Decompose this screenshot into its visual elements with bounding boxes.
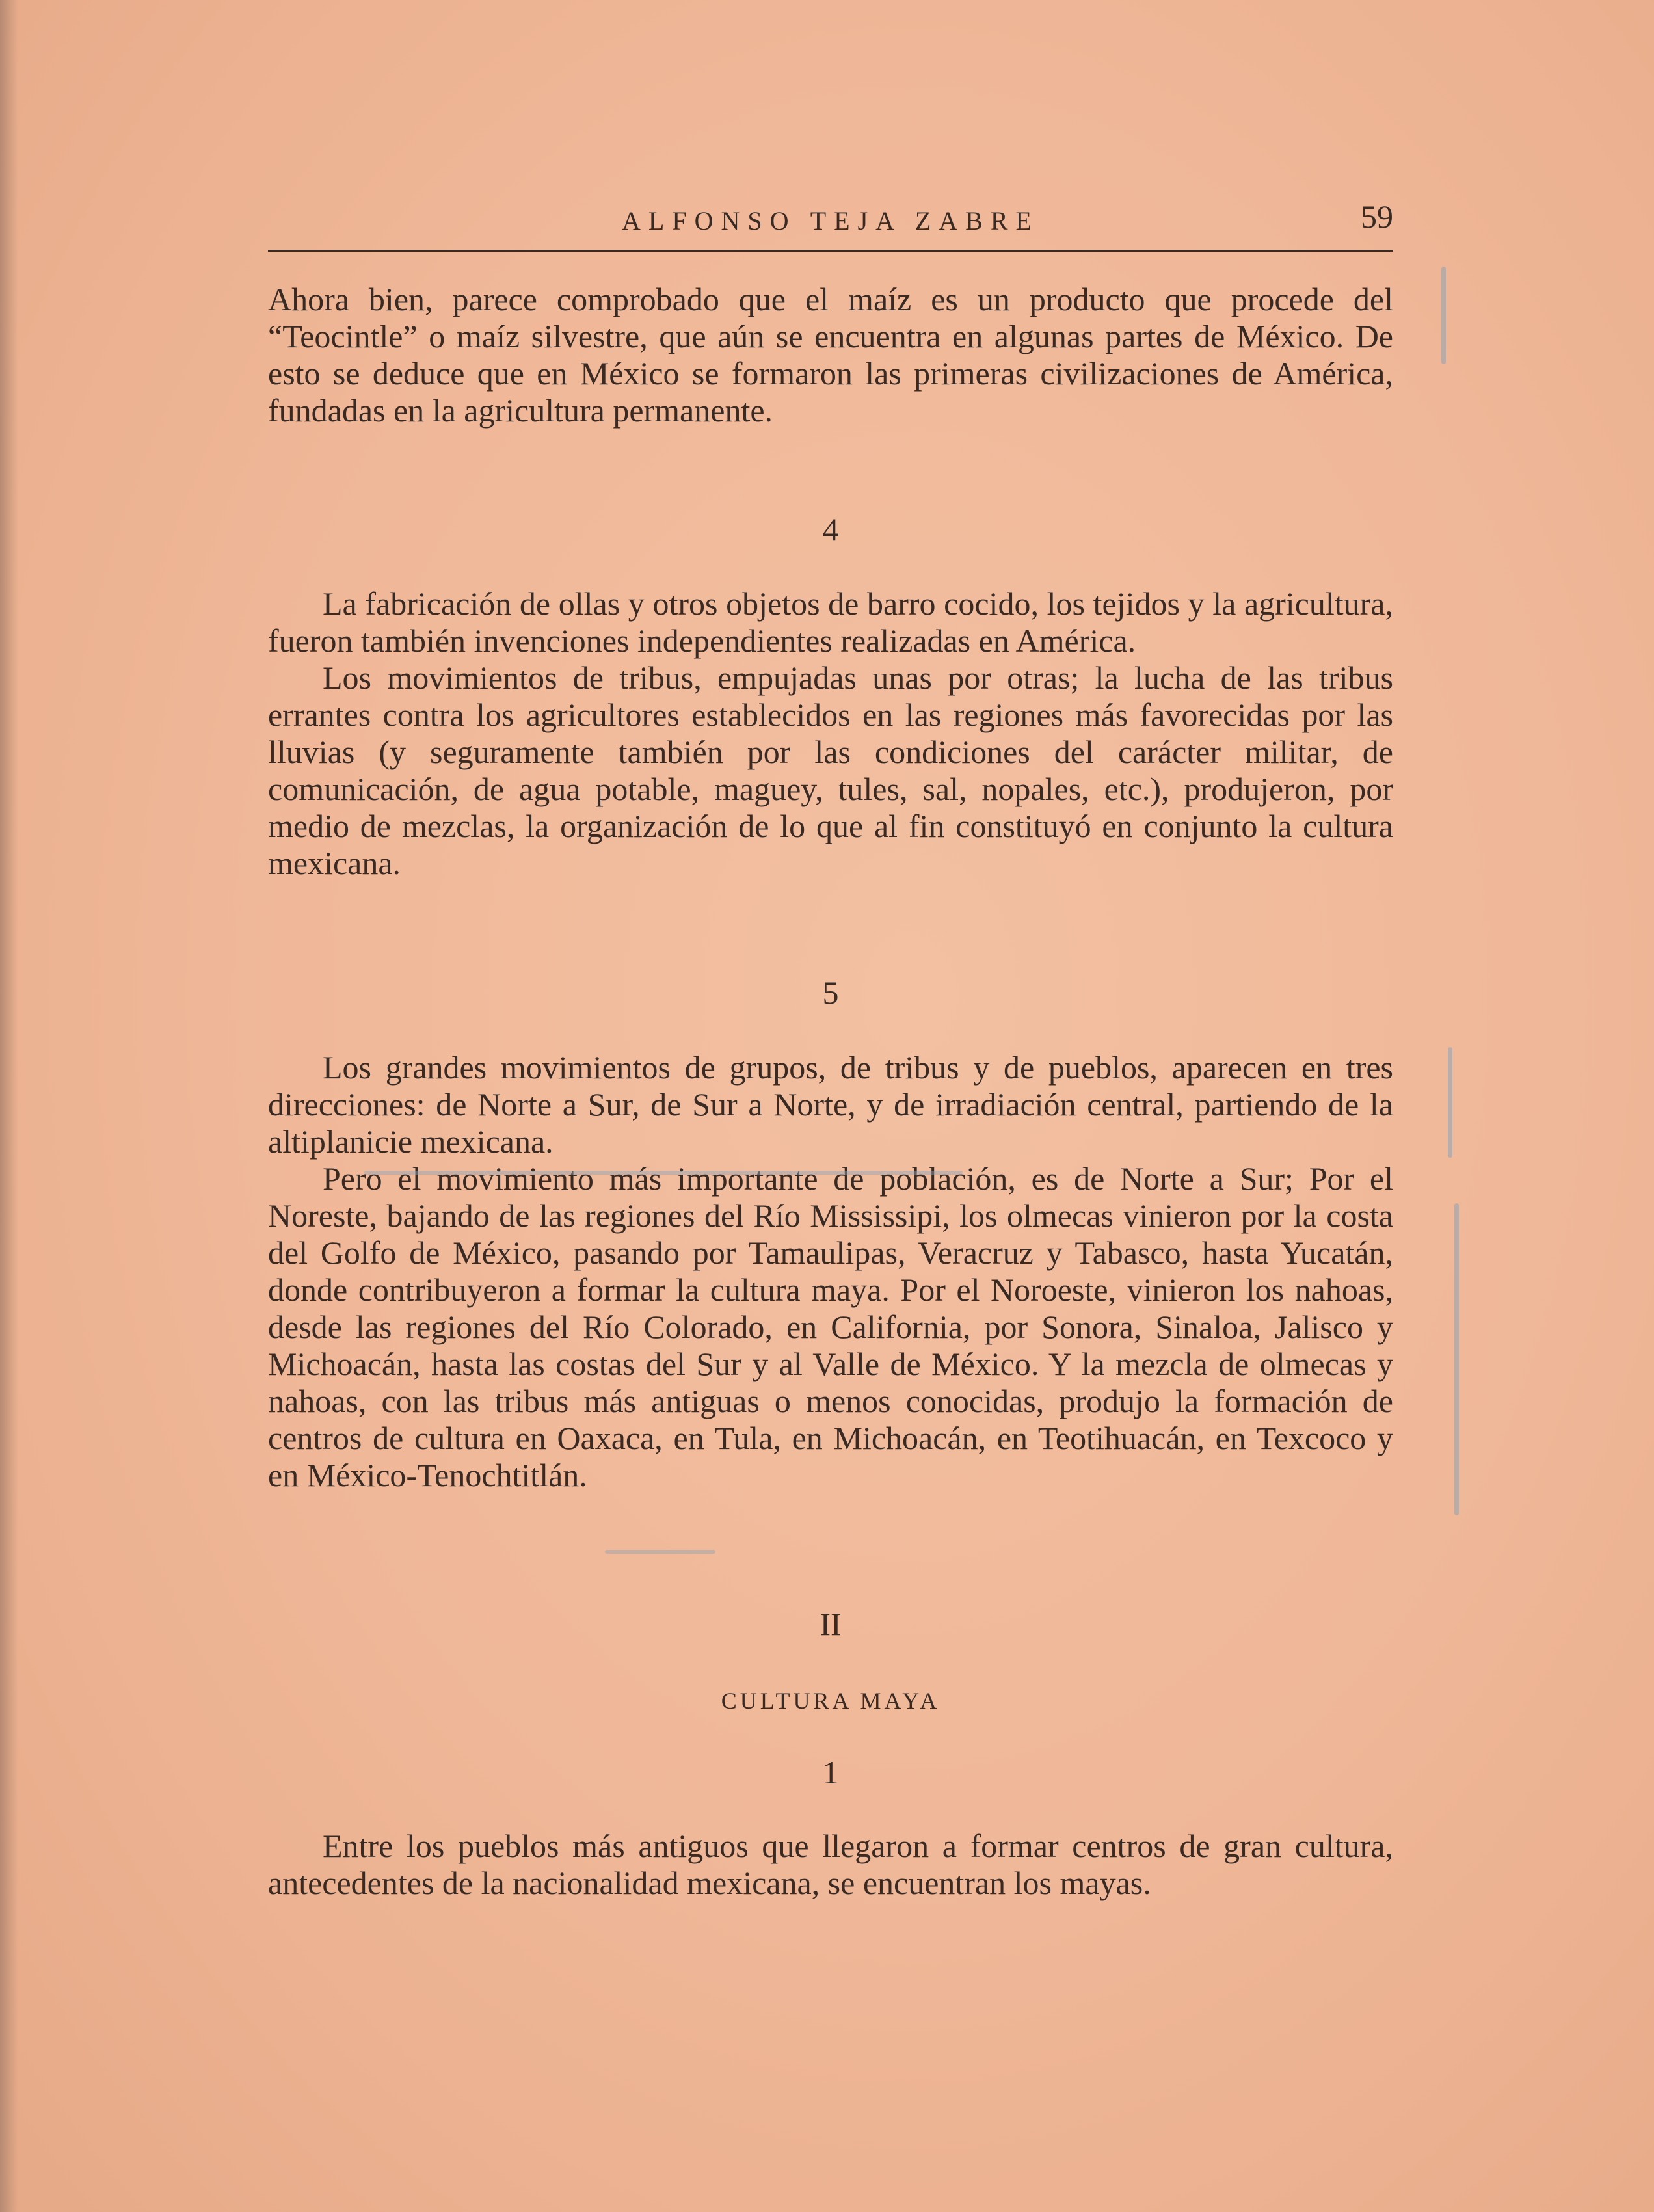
page-edge-shadow: [0, 0, 18, 2212]
pencil-margin-mark: [1448, 1047, 1452, 1158]
page-number: 59: [1361, 198, 1393, 235]
pencil-margin-mark: [1454, 1203, 1459, 1515]
intro-paragraph-block: [268, 281, 1393, 429]
section-4-paragraph-1: La fabricación de ollas y otros objetos de barro cocido, los tejidos y la agricultura, fueron también invenciones independientes realizadas en América.: [268, 585, 1393, 659]
section-4-paragraph-2: Los movimientos de tribus, empujadas unas por otras; la lucha de las tribus errantes contra los agricultores establecidos en las regiones más favorecidas por las lluvias (y seguramente también por las condiciones del carácter militar, de comunicación, de agua potable, maguey, tules, sal, nopales, etc.), produjeron, por medio de mezclas, la organización de lo que al fin constituyó en conjunto la cultura mexicana.: [268, 660, 1393, 881]
chapter-roman-numeral: II: [820, 1606, 842, 1642]
section-5-body: [268, 1049, 1393, 1494]
section-4-body: [268, 585, 1393, 882]
pencil-margin-mark: [1441, 267, 1446, 364]
section-5-paragraph-1: Los grandes movimientos de grupos, de tribus y de pueblos, aparecen en tres direcciones: de Norte a Sur, de Sur a Norte, y de irradiación central, partiendo de la altiplanicie mexicana.: [268, 1049, 1393, 1160]
pencil-underline: [364, 1171, 963, 1175]
chapter-2-paragraph-1: Entre los pueblos más antiguos que llegaron a formar centros de gran cultura, antecedentes de la nacionalidad mexicana, se encuentran los mayas.: [268, 1828, 1393, 1901]
running-head: ALFONSO TEJA ZABRE: [622, 206, 1039, 235]
chapter-title: CULTURA MAYA: [721, 1688, 940, 1714]
chapter-section-number: 1: [822, 1754, 839, 1791]
pencil-underline: [605, 1550, 715, 1554]
section-5-number: 5: [822, 974, 839, 1011]
intro-paragraph: Ahora bien, parece comprobado que el maíz es un producto que procede del “Teocintle” o maíz silvestre, que aún se encuentra en algunas partes de México. De esto se deduce que en México se formaron las primeras civilizaciones de América, fundadas en la agricultura permanente.: [268, 281, 1393, 429]
section-4-number: 4: [822, 511, 839, 548]
section-5-paragraph-2: Pero el movimiento más importante de población, es de Norte a Sur; Por el Noreste, bajando de las regiones del Río Mississipi, los olmecas vinieron por la costa del Golfo de México, pasando por Tamaulipas, Veracruz y Tabasco, hasta Yucatán, donde contribuyeron a formar la cultura maya. Por el Noroeste, vinieron los nahoas, desde las regiones del Río Colorado, en California, por Sonora, Sinaloa, Jalisco y Michoacán, hasta las costas del Sur y al Valle de México. Y la mezcla de olmecas y nahoas, con las tribus más antiguas o menos conocidas, produjo la formación de centros de cultura en Oaxaca, en Tula, en Michoacán, en Teotihuacán, en Texcoco y en México-Tenochtitlán.: [268, 1160, 1393, 1493]
page-header: [268, 195, 1393, 252]
chapter-2-body: [268, 1828, 1393, 1902]
